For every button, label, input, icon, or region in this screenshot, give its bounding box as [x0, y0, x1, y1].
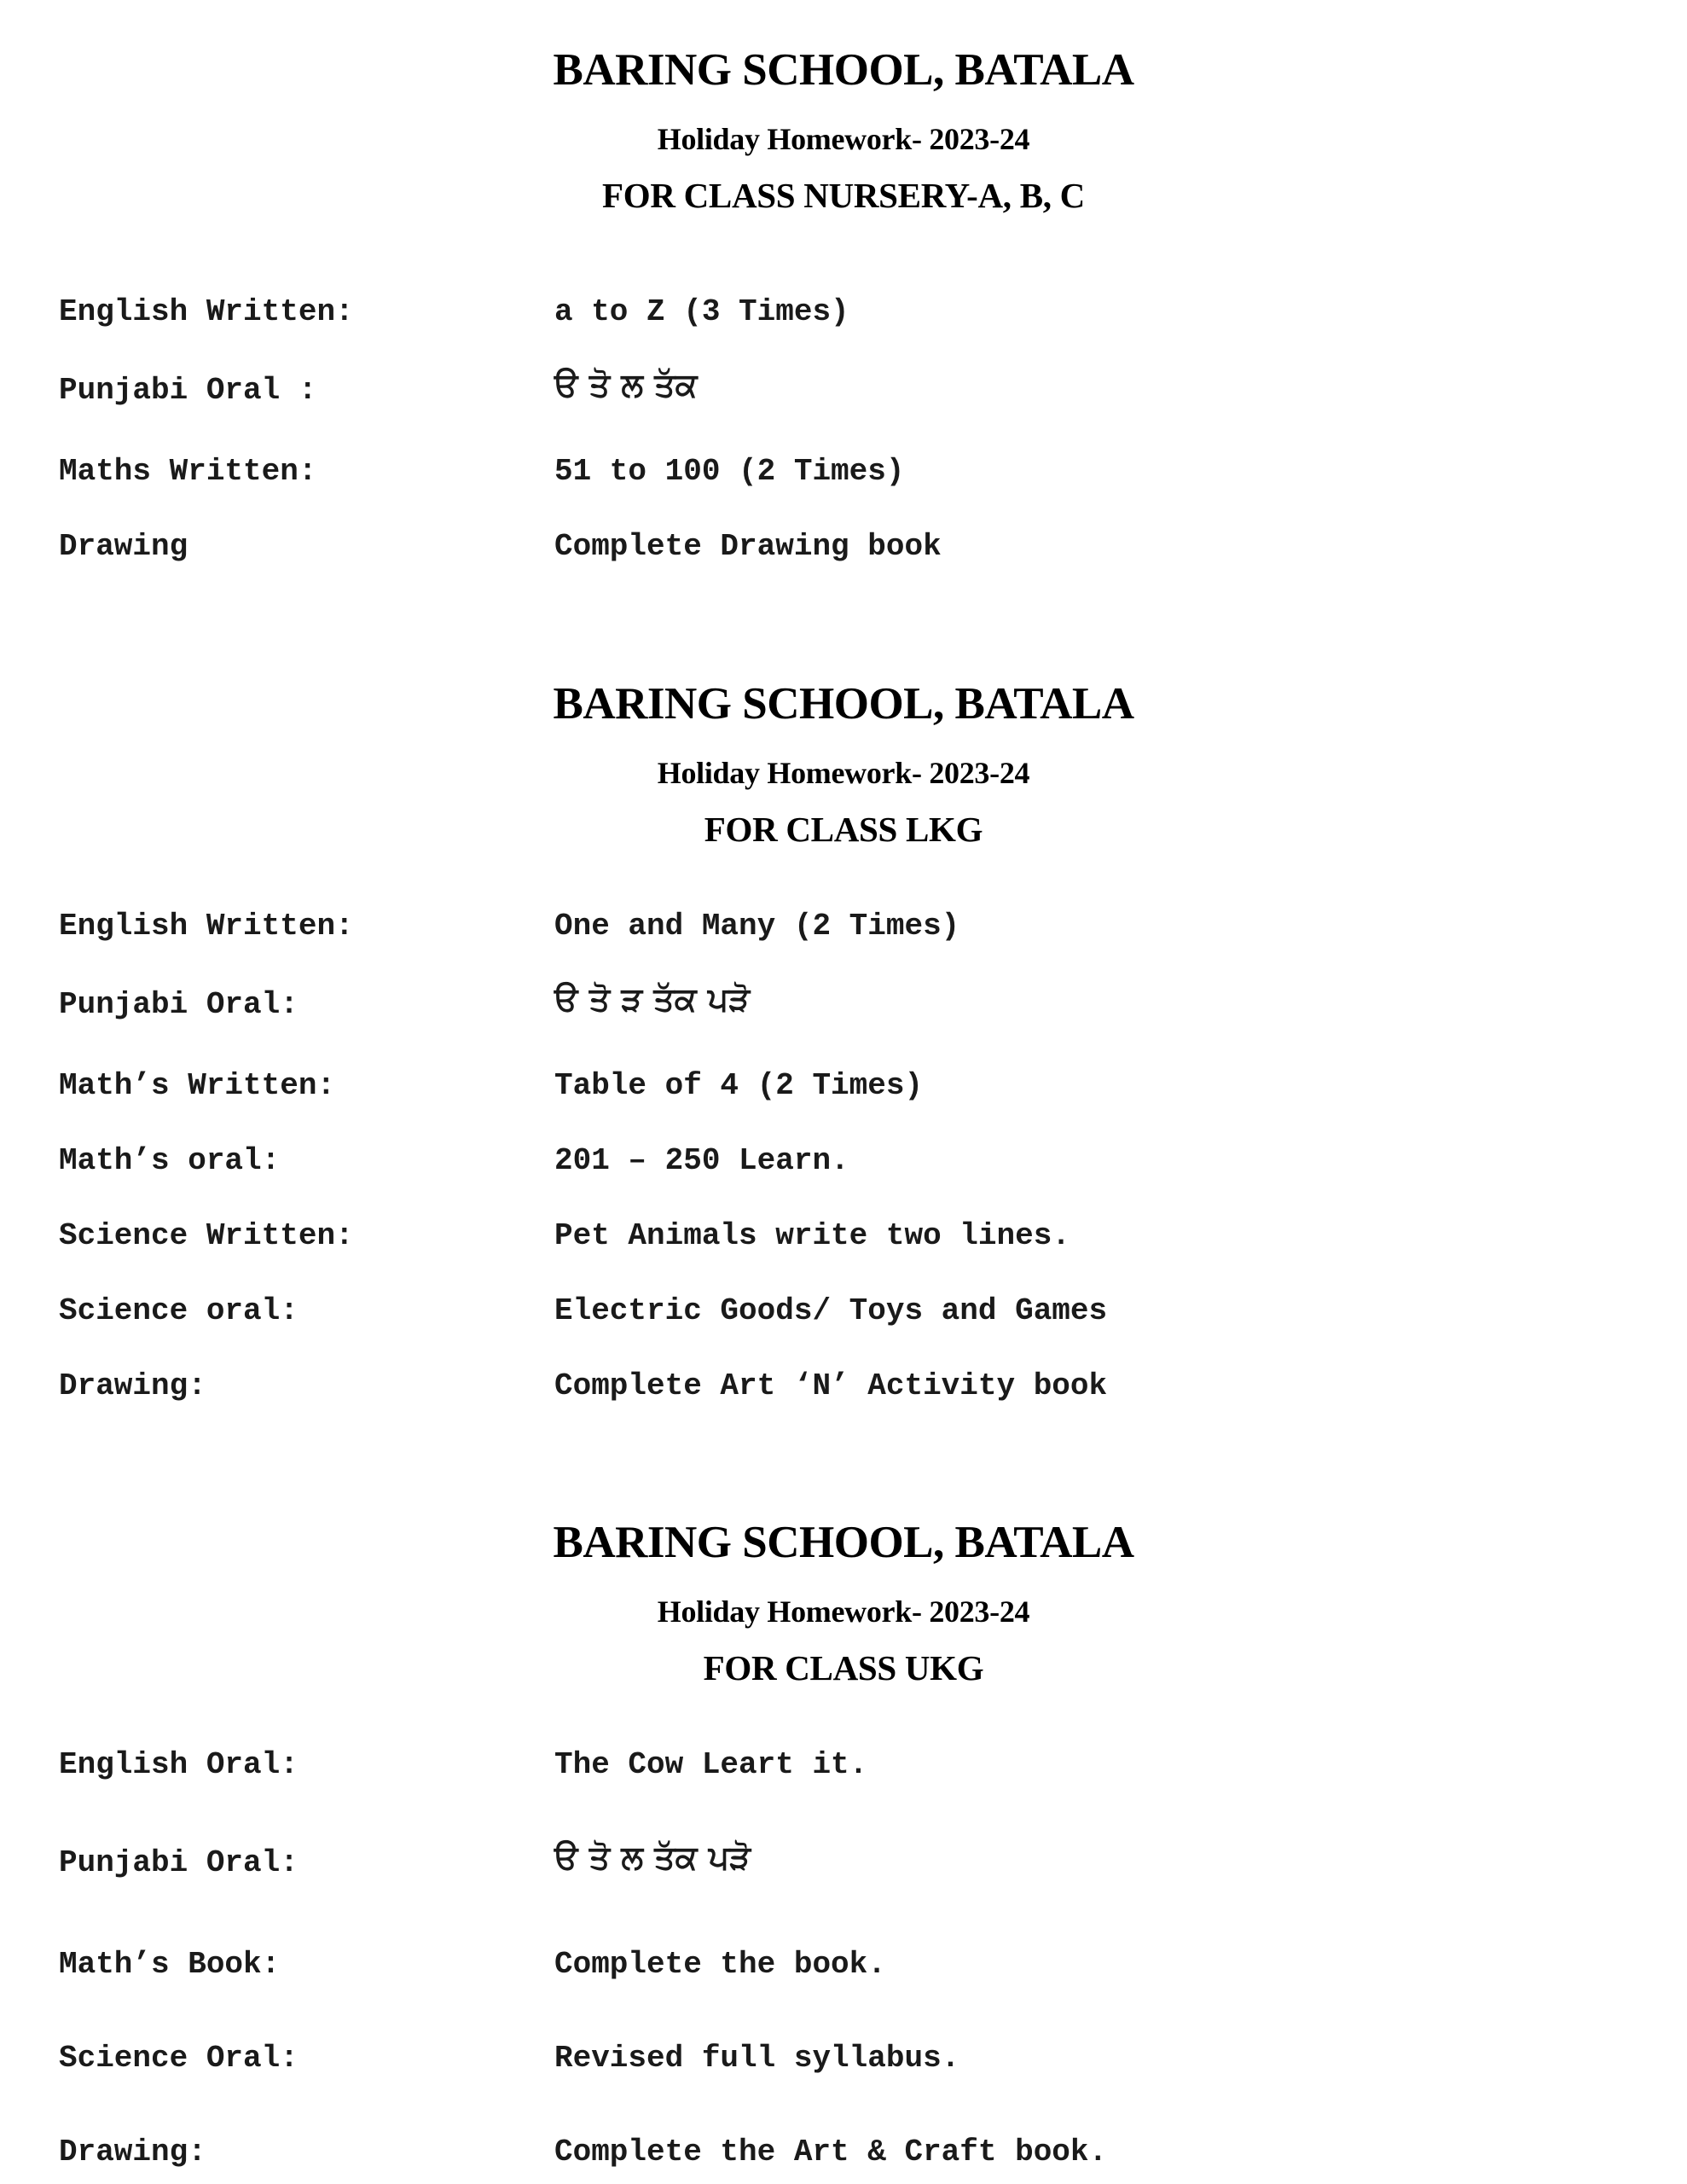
homework-subtitle: Holiday Homework- 2023-24 [657, 756, 1030, 790]
subject-label: Science oral: [59, 1293, 299, 1328]
homework-task: Revised full syllabus. [554, 2041, 960, 2076]
homework-task: 201 – 250 Learn. [554, 1143, 849, 1178]
school-name: BARING SCHOOL, BATALA [553, 679, 1134, 729]
homework-task: ੳ ਤੋ ਲ ਤੱਕ [554, 366, 698, 404]
homework-task: a to Z (3 Times) [554, 294, 849, 329]
subject-label: Math’s Book: [59, 1947, 281, 1982]
subject-label: English Written: [59, 909, 354, 944]
homework-task: Table of 4 (2 Times) [554, 1068, 924, 1103]
subject-label: Drawing [59, 529, 188, 564]
subject-label: Maths Written: [59, 454, 317, 489]
class-title: FOR CLASS UKG [703, 1648, 984, 1687]
subject-label: Drawing: [59, 1368, 206, 1403]
school-name: BARING SCHOOL, BATALA [553, 1518, 1134, 1567]
homework-subtitle: Holiday Homework- 2023-24 [657, 1594, 1030, 1629]
subject-label: Math’s oral: [59, 1143, 281, 1178]
homework-task: Pet Animals write two lines. [554, 1218, 1070, 1253]
homework-task: Complete Art ‘N’ Activity book [554, 1368, 1108, 1403]
homework-task: ੳ ਤੋ ੜ ਤੱਕ ਪੜੋ [554, 980, 751, 1018]
subject-label: Punjabi Oral: [59, 1845, 299, 1880]
class-title: FOR CLASS NURSERY-A, B, C [602, 176, 1085, 215]
subject-label: Punjabi Oral: [59, 987, 299, 1022]
class-title: FOR CLASS LKG [704, 810, 983, 849]
subject-label: English Written: [59, 294, 354, 329]
subject-label: Science Oral: [59, 2041, 299, 2076]
homework-task: 51 to 100 (2 Times) [554, 454, 905, 489]
subject-label: Math’s Written: [59, 1068, 336, 1103]
subject-label: Science Written: [59, 1218, 354, 1253]
homework-task: Electric Goods/ Toys and Games [554, 1293, 1108, 1328]
homework-task: ੳ ਤੋ ਲ ਤੱਕ ਪੜੋ [554, 1838, 751, 1876]
subject-label: Drawing: [59, 2135, 206, 2169]
subject-label: Punjabi Oral : [59, 373, 317, 408]
subject-label: English Oral: [59, 1747, 299, 1782]
school-name: BARING SCHOOL, BATALA [553, 45, 1134, 95]
homework-task: One and Many (2 Times) [554, 909, 960, 944]
homework-task: Complete Drawing book [554, 529, 942, 564]
homework-task: Complete the book. [554, 1947, 886, 1982]
homework-subtitle: Holiday Homework- 2023-24 [657, 122, 1030, 156]
homework-task: Complete the Art & Craft book. [554, 2135, 1108, 2169]
homework-task: The Cow Leart it. [554, 1747, 868, 1782]
